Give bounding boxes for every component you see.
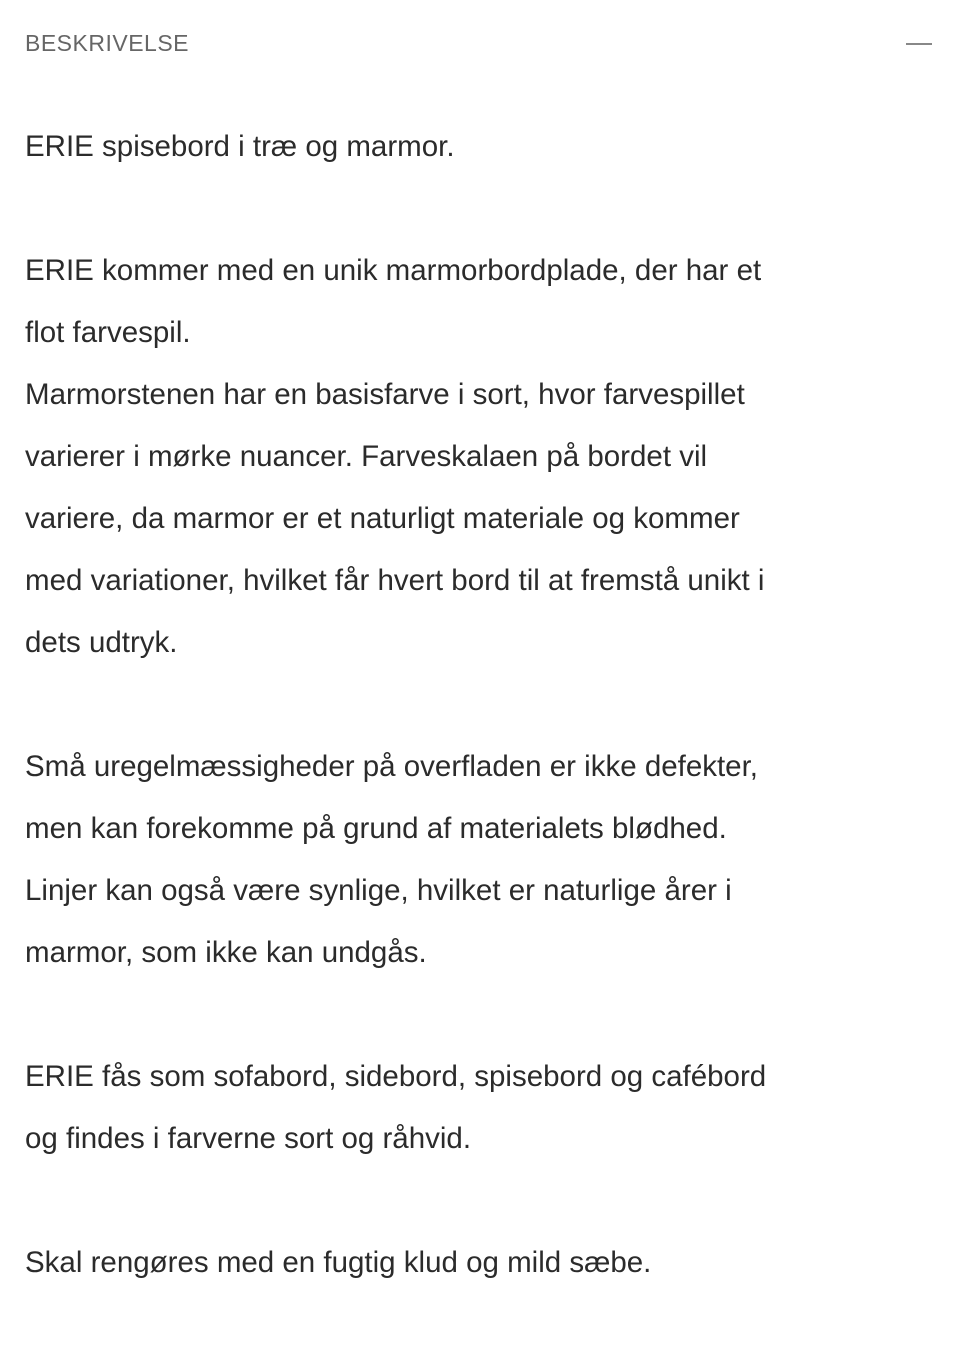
text-line: varierer i mørke nuancer. Farveskalaen på bordet vil bbox=[25, 440, 708, 473]
description-paragraph bbox=[25, 1232, 955, 1294]
text-line: og findes i farverne sort og råhvid. bbox=[25, 1122, 472, 1155]
description-paragraph bbox=[25, 736, 955, 984]
text-line: ERIE spisebord i træ og marmor. bbox=[25, 130, 455, 163]
text-line: Marmorstenen har en basisfarve i sort, hvor farvespillet bbox=[25, 378, 745, 411]
text-line: flot farvespil. bbox=[25, 316, 191, 349]
text-line: variere, da marmor er et naturligt materiale og kommer bbox=[25, 502, 740, 535]
section-title: BESKRIVELSE bbox=[25, 29, 190, 56]
text-line: Linjer kan også være synlige, hvilket er naturlige årer i bbox=[25, 874, 732, 907]
text-line: med variationer, hvilket får hvert bord til at fremstå unikt i bbox=[25, 564, 765, 597]
text-line: men kan forekomme på grund af materialets blødhed. bbox=[25, 812, 727, 845]
description-paragraph bbox=[25, 116, 955, 178]
text-line: dets udtryk. bbox=[25, 626, 178, 659]
description-paragraph bbox=[25, 1046, 955, 1170]
text-line: Små uregelmæssigheder på overfladen er ikke defekter, bbox=[25, 750, 758, 783]
text-line: marmor, som ikke kan undgås. bbox=[25, 936, 427, 969]
text-line: ERIE fås som sofabord, sidebord, spisebord og cafébord bbox=[25, 1060, 767, 1093]
minus-icon[interactable] bbox=[906, 43, 932, 45]
description-header[interactable] bbox=[25, 26, 932, 60]
description-content bbox=[25, 116, 955, 1356]
text-line: Skal rengøres med en fugtig klud og mild sæbe. bbox=[25, 1246, 652, 1279]
description-paragraph bbox=[25, 240, 955, 674]
text-line: ERIE kommer med en unik marmorbordplade, der har et bbox=[25, 254, 762, 287]
